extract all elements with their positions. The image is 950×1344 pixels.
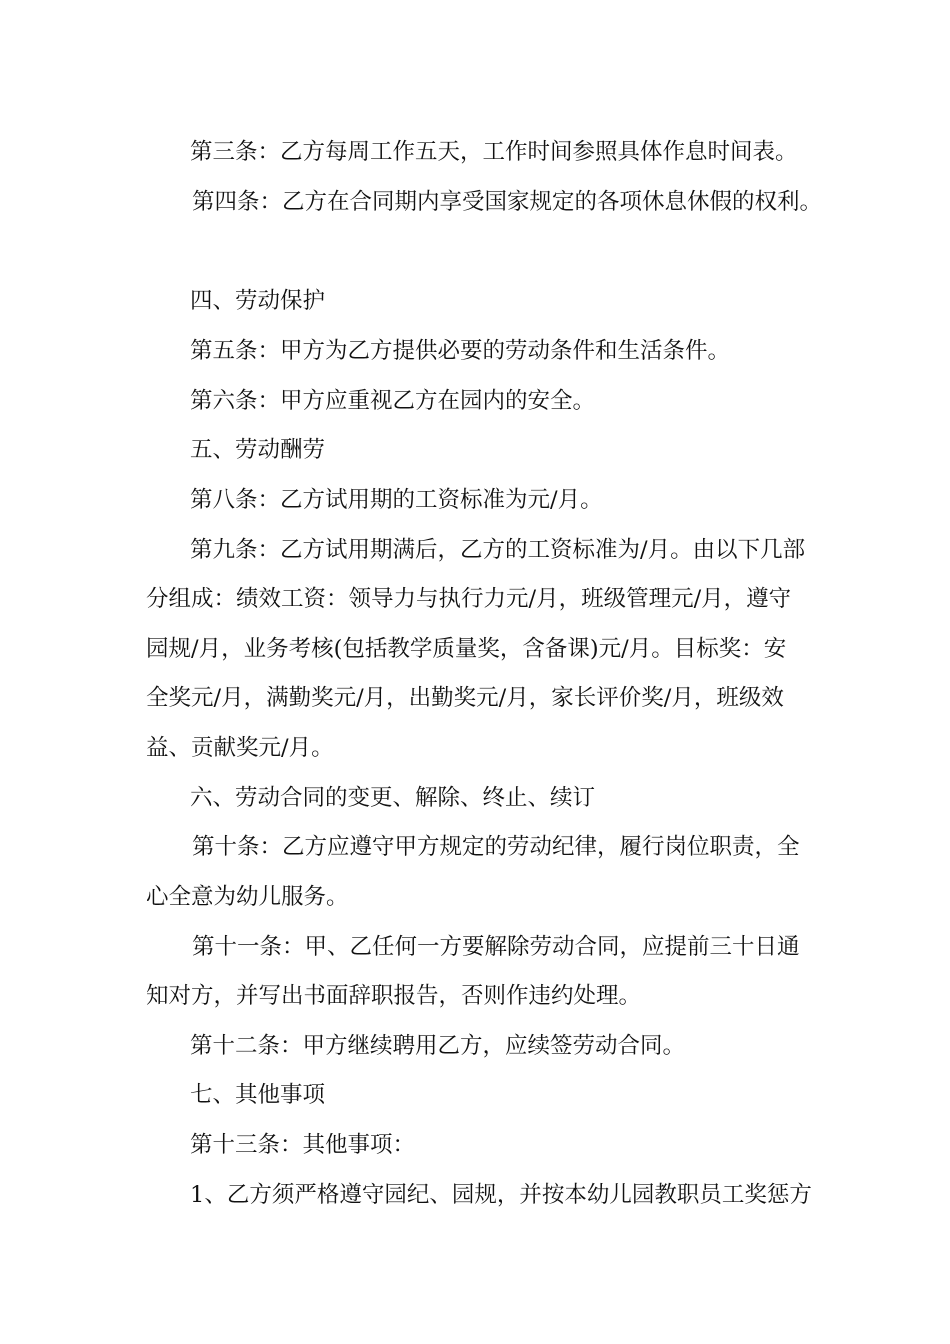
section-6-heading: 六、劳动合同的变更、解除、终止、续订 (190, 785, 596, 811)
article-9-line-2: 分组成：绩效工资：领导力与执行力元/月，班级管理元/月，遵守 (146, 586, 792, 612)
article-10-line-1: 第十条：乙方应遵守甲方规定的劳动纪律，履行岗位职责，全 (192, 834, 800, 860)
article-10-line-2: 心全意为幼儿服务。 (146, 884, 349, 910)
article-11-line-1: 第十一条：甲、乙任何一方要解除劳动合同，应提前三十日通 (192, 934, 800, 960)
article-13-item-1-line: 1、乙方须严格遵守园纪、园规，并按本幼儿园教职员工奖惩方 (190, 1182, 812, 1208)
section-5-heading: 五、劳动酬劳 (190, 437, 326, 463)
article-4-line: 第四条：乙方在合同期内享受国家规定的各项休息休假的权利。 (192, 189, 823, 215)
article-6-line: 第六条：甲方应重视乙方在园内的安全。 (190, 388, 596, 414)
article-12-line: 第十二条：甲方继续聘用乙方，应续签劳动合同。 (190, 1033, 686, 1059)
article-9-line-5: 益、贡献奖元/月。 (146, 735, 334, 761)
article-13-line: 第十三条：其他事项： (190, 1132, 416, 1158)
section-7-heading: 七、其他事项 (190, 1082, 326, 1108)
article-9-line-1: 第九条：乙方试用期满后，乙方的工资标准为/月。由以下几部 (190, 537, 806, 563)
article-3-line: 第三条：乙方每周工作五天，工作时间参照具体作息时间表。 (190, 139, 798, 165)
article-8-line: 第八条：乙方试用期的工资标准为元/月。 (190, 487, 603, 513)
article-9-line-3: 园规/月，业务考核(包括教学质量奖，含备课)元/月。目标奖：安 (146, 636, 787, 662)
section-4-heading: 四、劳动保护 (190, 288, 326, 314)
article-11-line-2: 知对方，并写出书面辞职报告，否则作违约处理。 (146, 983, 642, 1009)
article-9-line-4: 全奖元/月，满勤奖元/月，出勤奖元/月，家长评价奖/月，班级效 (146, 685, 784, 711)
article-5-line: 第五条：甲方为乙方提供必要的劳动条件和生活条件。 (190, 338, 731, 364)
